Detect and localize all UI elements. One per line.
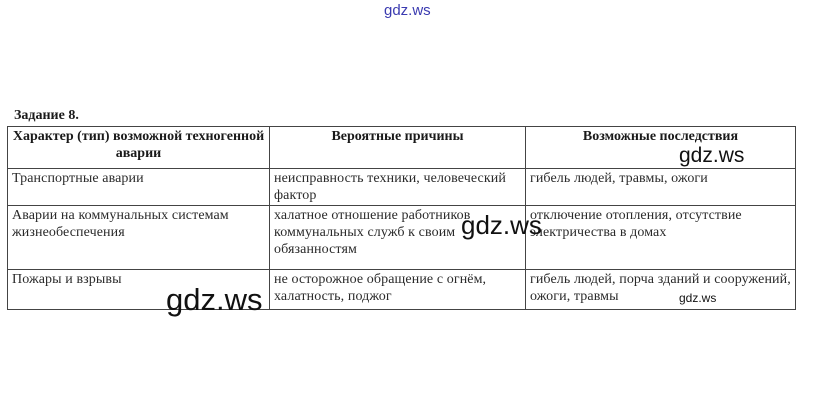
table-row [8,270,796,310]
watermark-top: gdz.ws [384,2,431,19]
cell-text: отключение отопления, отсутствие электричества в домах [530,208,742,240]
task-title: Задание 8. [14,108,79,123]
cell-text: гибель людей, порча зданий и сооружений, ожоги, травмы [530,272,791,304]
header-causes: Вероятные причины [270,127,526,169]
cell-text: не осторожное обращение с огнём, халатность, поджог [274,272,487,304]
cell-text: Пожары и взрывы [12,272,122,287]
header-effects: Возможные последствия [526,127,796,169]
accidents-table [7,126,796,310]
cell-text: неисправность техники, человеческий фактор [274,171,506,203]
cell-causes [270,270,526,310]
cell-effects [526,169,796,206]
table-row [8,169,796,206]
cell-type [8,169,270,206]
watermark-4: gdz.ws [679,291,717,305]
cell-effects [526,206,796,270]
cell-causes [270,169,526,206]
cell-type [8,206,270,270]
table-row [8,206,796,270]
watermark-2: gdz.ws [461,210,542,240]
cell-text: халатное отношение работников коммунальных служб к своим обязанностям [274,208,471,257]
header-type: Характер (тип) возможной техногенной аварии [8,127,270,169]
cell-text: Аварии на коммунальных системам жизнеобеспечения [12,208,229,240]
watermark-3: gdz.ws [166,282,263,317]
cell-text: гибель людей, травмы, ожоги [530,171,708,186]
watermark-1: gdz.ws [679,144,745,167]
table-header-row [8,127,796,169]
cell-text: Транспортные аварии [12,171,144,186]
cell-effects [526,270,796,310]
